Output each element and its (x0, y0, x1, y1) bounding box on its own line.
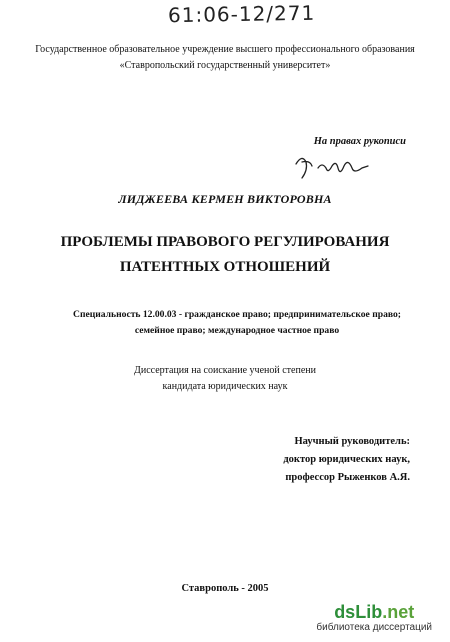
logo-ds: ds (334, 602, 356, 622)
author-name: ЛИДЖЕЕВА КЕРМЕН ВИКТОРОВНА (118, 192, 332, 206)
city-year: Ставрополь - 2005 (181, 583, 269, 594)
supervisor-degree: доктор юридических наук, (283, 454, 410, 465)
dslib-logo (316, 602, 432, 622)
supervisor-block (283, 433, 410, 487)
degree-line-1: Диссертация на соискание ученой степени (134, 365, 316, 376)
degree-line-2: кандидата юридических наук (162, 381, 288, 392)
watermark-subtitle: библиотека диссертаций (316, 622, 432, 633)
logo-lib: Lib (355, 602, 383, 622)
rights-note: На правах рукописи (313, 136, 406, 147)
institution-line-1: Государственное образовательное учреждение высшего профессионального образования (35, 44, 415, 55)
handwritten-stamp: 61:06-12/271 (167, 0, 316, 28)
signature-image (292, 152, 372, 186)
specialty (62, 307, 412, 339)
supervisor-label: Научный руководитель: (294, 436, 410, 447)
degree-statement (0, 363, 450, 395)
specialty-line-1: Специальность 12.00.03 - гражданское право; предпринимательское право; (73, 309, 401, 320)
dissertation-title (0, 230, 450, 280)
specialty-line-2: семейное право; международное частное право (134, 325, 340, 336)
logo-net: .net (382, 602, 415, 622)
title-line-1: ПРОБЛЕМЫ ПРАВОВОГО РЕГУЛИРОВАНИЯ (60, 234, 390, 250)
institution-line-2: «Ставропольский государственный университет» (119, 60, 331, 71)
supervisor-name: профессор Рыженков А.Я. (285, 472, 410, 483)
title-line-2: ПАТЕНТНЫХ ОТНОШЕНИЙ (119, 259, 331, 275)
dslib-watermark (312, 600, 436, 636)
